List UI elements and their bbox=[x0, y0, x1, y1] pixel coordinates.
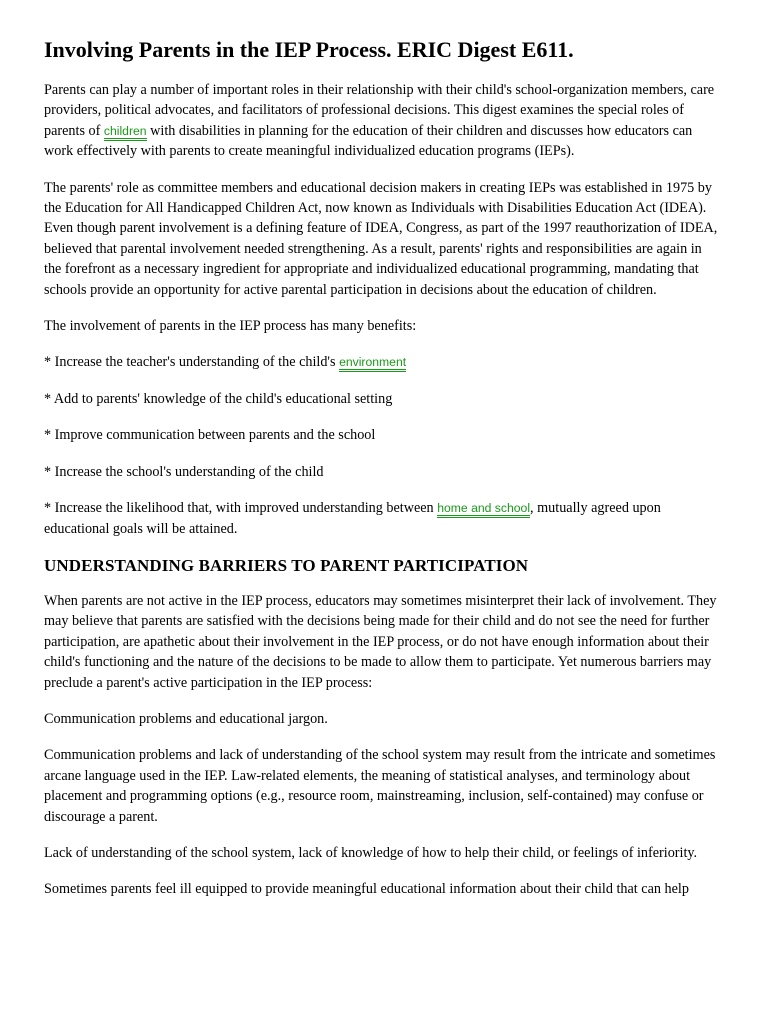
benefit-item-1 bbox=[44, 352, 722, 372]
barriers-paragraph: When parents are not active in the IEP process, educators may sometimes misinterpret their lack of involvement. They may believe that parents are satisfied with the decisions being made for their child and do not see the need for further participation, are apathetic about their involvement in the IEP process, or do not have enough information about their child's functioning and the nature of the decisions to be made to allow them to participate. Yet numerous barriers may preclude a parent's active participation in the IEP process: bbox=[44, 592, 717, 691]
benefit-item-4: * Increase the school's understanding of the child bbox=[44, 463, 324, 480]
barrier-understanding-label: Lack of understanding of the school system, lack of knowledge of how to help their child, or feelings of inferiority. bbox=[44, 844, 698, 861]
communication-paragraph: Communication problems and lack of understanding of the school system may result from the intricate and sometimes arcane language used in the IEP. Law-related elements, the meaning of statistical analyses, and terminology about placement and programming options (e.g., resource room, mainstreaming, inclusion, self-contained) may confuse or discourage a parent. bbox=[44, 747, 716, 825]
document-title: Involving Parents in the IEP Process. ERIC Digest E611. bbox=[44, 37, 574, 62]
environment-link[interactable]: environment bbox=[339, 355, 406, 372]
intro-paragraph bbox=[44, 80, 722, 162]
ill-equipped-paragraph: Sometimes parents feel ill equipped to provide meaningful educational information about their child that can help bbox=[44, 881, 689, 898]
barrier-communication-label: Communication problems and educational jargon. bbox=[44, 710, 328, 727]
benefit-item-3: * Improve communication between parents and the school bbox=[44, 427, 376, 444]
benefit-5-text-start: * Increase the likelihood that, with improved understanding between bbox=[44, 500, 438, 517]
home-and-school-link[interactable]: home and school bbox=[437, 501, 530, 518]
intro-text-end: with disabilities in planning for the education of their children and discusses how educators can work effectively with parents to create meaningful individualized education programs (IEPs). bbox=[44, 122, 693, 160]
children-link[interactable]: children bbox=[104, 124, 147, 141]
benefit-item-5 bbox=[44, 498, 722, 539]
benefit-5-text-end: , mutually agreed upon educational goals will be attained. bbox=[44, 500, 661, 537]
benefits-intro: The involvement of parents in the IEP process has many benefits: bbox=[44, 318, 417, 335]
section-heading-barriers: UNDERSTANDING BARRIERS TO PARENT PARTICIPATION bbox=[44, 555, 529, 575]
intro-text-start: Parents can play a number of important roles in their relationship with their child's school-organization members, care providers, political advocates, and facilitators of professional decisions. This digest examines the special roles of parents of bbox=[44, 82, 715, 139]
history-paragraph: The parents' role as committee members and educational decision makers in creating IEPs was established in 1975 by the Education for All Handicapped Children Act, now known as Individuals with Disabilities Education Act (IDEA). Even though parent involvement is a defining feature of IDEA, Congress, as part of the 1997 reauthorization of IDEA, believed that parental involvement needed strengthening. As a result, parents' rights and responsibilities are again in the forefront as a necessary ingredient for appropriate and individualized educational programming, mandating that schools provide an opportunity for active parental participation in decisions about the education of children. bbox=[44, 179, 718, 298]
benefit-item-2: * Add to parents' knowledge of the child's educational setting bbox=[44, 390, 393, 407]
benefit-1-text: * Increase the teacher's understanding of the child's bbox=[44, 354, 340, 371]
